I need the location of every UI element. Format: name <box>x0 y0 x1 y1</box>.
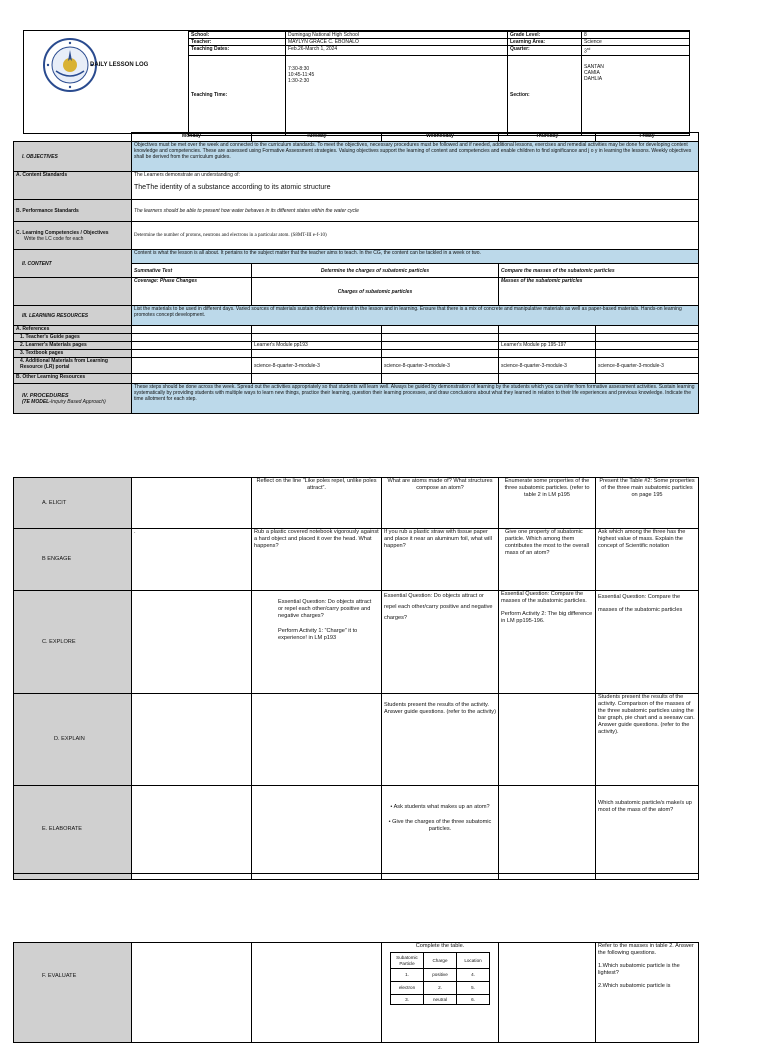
objectives-label: I. OBJECTIVES <box>14 142 132 172</box>
engage-wednesday: If you rub a plastic straw with tissue paper and place it near an aluminum foil, what will happen? <box>382 529 499 591</box>
time-slot-3: 1:30-2:30 <box>288 77 310 84</box>
explain-tuesday <box>252 694 382 786</box>
content-thu-fri-2: Masses of the subatomic particles <box>499 278 699 306</box>
content-standards-intro: The Learners demonstrate an understanding of: <box>134 172 240 178</box>
grade-value: 8 <box>582 32 690 39</box>
elicit-thursday: Enumerate some properties of the three subatomic particles. (refer to table 2 in LM p195 <box>499 478 596 529</box>
day-thursday: Thursday <box>499 133 596 142</box>
elaborate-tuesday <box>252 786 382 874</box>
content-text: Content is what the lesson is all about. It pertains to the subject matter that the teacher aims to teach. In the CG, the content can be tackled in a week or two. <box>132 250 699 264</box>
explore-thursday <box>499 591 596 694</box>
elaborate-thursday <box>499 786 596 874</box>
evaluate-friday-2: 1.Which subatomic particle is the lightest? <box>598 963 680 976</box>
table-cell: 4. <box>457 969 490 982</box>
school-label: School: <box>189 32 286 39</box>
lm-label: 2. Learner's Materials pages <box>14 342 132 350</box>
time-slot-1: 7:30-8:30 <box>288 65 310 72</box>
tb-label: 3. Textbook pages <box>14 350 132 358</box>
table-row <box>391 982 490 995</box>
explore-tuesday <box>252 591 382 694</box>
content-label: II. CONTENT <box>14 250 132 278</box>
explain-label: D. EXPLAIN <box>14 694 132 786</box>
procedures-sublabel <box>22 399 129 405</box>
elaborate-friday: Which subatomic particle/s make/s up most of the mass of the atom? <box>596 786 699 874</box>
procedures-approach: Inquiry Based Approach) <box>50 398 106 405</box>
day-tuesday: Tuesday <box>252 133 382 142</box>
table-cell: 6. <box>457 995 490 1005</box>
elicit-wednesday: What are atoms made of? What structures compose an atom? <box>382 478 499 529</box>
evaluate-label: F. EVALUATE <box>14 943 132 1043</box>
quarter-value: 3rd <box>582 46 690 56</box>
engage-friday: Ask which among the three has the highest value of mass. Explain the concept of Scientific notation <box>596 529 699 591</box>
competencies-sublabel: Write the LC code for each <box>24 235 84 242</box>
elaborate-wednesday <box>382 786 499 874</box>
lr-wednesday: science-8-quarter-3-module-3 <box>382 358 499 374</box>
explain-monday <box>132 694 252 786</box>
table-row <box>391 995 490 1005</box>
evaluate-wednesday <box>382 943 499 1043</box>
dates-label: Teaching Dates: <box>189 46 286 56</box>
content-monday-2: Coverage: Phase Changes <box>132 278 252 306</box>
objectives-text: Objectives must be met over the week and connected to the curriculum standards. To meet the objectives, necessary procedures must be followed and if needed, additional lessons, exercises and remedial activities may be done for developing content knowledge and competencies. These are assessed using Formative Assessment strategies. Valuing objectives support the learning of content and competencies and enable children to find significance and j o y in learning the lessons. Weekly objectives shall be derived from the curriculum guides. <box>132 142 699 172</box>
lm-tuesday: Learner's Module pp193 <box>252 342 382 350</box>
subatomic-header-particle: Subatomic Particle <box>391 953 424 969</box>
procedure-steps-table <box>13 477 699 880</box>
engage-tuesday: Rub a plastic covered notebook vigorously against a hard object and placed it over the head. What happens? <box>252 529 382 591</box>
quarter-suffix: rd <box>586 46 591 51</box>
teacher-label: Teacher: <box>189 39 286 46</box>
procedures-model: (7E MODEL- <box>22 398 51 405</box>
procedures-label: IV. PROCEDURES <box>22 392 69 399</box>
engage-label: B ENGAGE <box>14 529 132 591</box>
content-standards-text: TheThe identity of a substance according to its atomic structure <box>134 184 331 191</box>
explore-wednesday: Essential Question: Do objects attract or repel each other/carry positive and negative charges? <box>382 591 499 694</box>
teacher-value: MAYLYN GRACE C. EBONALO <box>286 39 508 46</box>
lr-friday: science-8-quarter-3-module-3 <box>596 358 699 374</box>
table-row <box>391 969 490 982</box>
table-cell: 5. <box>457 982 490 995</box>
other-resources-label: B. Other Learning Resources <box>14 374 132 384</box>
time-label: Teaching Time: <box>189 55 286 135</box>
tg-label: 1. Teacher's Guide pages <box>14 334 132 342</box>
explore-tuesday-activity: Perform Activity 1: “Charge” it to experience! in LM p193 <box>278 628 358 641</box>
area-value: Science <box>582 39 690 46</box>
day-monday: Monday <box>132 133 252 142</box>
elaborate-label: E. ELABORATE <box>14 786 132 874</box>
area-label: Learning Area: <box>508 39 582 46</box>
content-standards-label: A. Content Standards <box>14 172 132 200</box>
subatomic-header-charge: Charge <box>424 953 457 969</box>
explore-label: C. EXPLORE <box>14 591 132 694</box>
elaborate-wednesday-1: • Ask students what makes up an atom? <box>390 804 490 810</box>
explain-thursday <box>499 694 596 786</box>
day-wednesday: Wednesday <box>382 133 499 142</box>
content-thu-fri-1: Compare the masses of the subatomic particles <box>499 264 699 278</box>
evaluate-friday-3: 2.Which subatomic particle is <box>598 983 671 989</box>
section-value <box>582 55 690 135</box>
header-info-table <box>188 31 690 136</box>
explore-thursday-question: Essential Question: Compare the masses of the subatomic particles. <box>501 591 587 604</box>
competencies-text: Determine the number of protons, neutrons and electrons in a particular atom. (S8MT-III e-f-10) <box>132 222 699 250</box>
evaluate-monday <box>132 943 252 1043</box>
table-cell: 3. <box>391 995 424 1005</box>
elaborate-wednesday-2: • Give the charges of the three subatomic particles. <box>388 819 492 832</box>
lr-tuesday: science-8-quarter-3-module-3 <box>252 358 382 374</box>
procedures-label-cell <box>14 384 132 414</box>
dates-value: Feb.26-March 1, 2024 <box>286 46 508 56</box>
subatomic-table <box>390 952 490 1005</box>
references-label: A. References <box>14 326 132 334</box>
lesson-log-table <box>13 132 699 414</box>
table-cell: neutral <box>424 995 457 1005</box>
time-slot-2: 10:45-11:45 <box>288 71 315 78</box>
day-friday: Friday <box>596 133 699 142</box>
table-cell: 2. <box>424 982 457 995</box>
table-cell: 1. <box>391 969 424 982</box>
engage-thursday: Give one property of subatomic particle. Which among them contributes the most to the overall mass of an atom? <box>499 529 596 591</box>
section-label: Section: <box>508 55 582 135</box>
quarter-label: Quarter: <box>508 46 582 56</box>
explain-friday: Students present the results of the activity. Comparison of the masses of the three subatomic particles using the bar graph, pie chart and a seesaw can. Answer guide questions. (refer to the activity). <box>596 694 699 786</box>
resources-text: List the materials to be used in different days. Varied sources of materials sustain children's interest in the lesson and in learning. Ensure that there is a mix of concrete and manipulative materials as well as paper-based materials. Hands-on learning promotes concept development. <box>132 306 699 326</box>
evaluate-wednesday-title: Complete the table. <box>415 943 465 949</box>
section-2: CAMIA <box>584 69 600 76</box>
performance-standards-label: B. Performance Standards <box>14 200 132 222</box>
days-corner <box>14 133 132 142</box>
evaluate-tuesday <box>252 943 382 1043</box>
explain-wednesday: Students present the results of the activity. Answer guide questions. (refer to the activity) <box>382 694 499 786</box>
elaborate-monday <box>132 786 252 874</box>
lm-thursday: Learner's Module pp 195-197 <box>499 342 596 350</box>
page-title: DAILY LESSON LOG <box>90 62 149 68</box>
procedures-text: These steps should be done across the week. Spread out the activities appropriately so that students will learn well. Always be guided by demonstration of learning by the students which you can infer from formative assessment activities. Sustain learning systematically by providing students with multiple ways to learn new things, practice their learning, question their learning processes, and draw conclusions about what they learned in relation to their life experiences and previous knowledge. Indicate the time allotment for each step. <box>132 384 699 414</box>
elicit-tuesday: Reflect on the line “Like poles repel, unlike poles attract”. <box>252 478 382 529</box>
section-1: SANTAN <box>584 63 604 70</box>
performance-standards-text: The learners should be able to present how water behaves in its different states within the water cycle <box>132 200 699 222</box>
content-gray-spacer <box>14 278 132 306</box>
time-value <box>286 55 508 135</box>
evaluate-thursday <box>499 943 596 1043</box>
lr-thursday: science-8-quarter-3-module-3 <box>499 358 596 374</box>
explore-tuesday-question: Essential Question: Do objects attract or repel each other/carry positive and negative charges? <box>278 599 372 619</box>
content-tue-wed-2: Charges of subatomic particles <box>252 278 499 306</box>
resources-label: III. LEARNING RESOURCES <box>14 306 132 326</box>
elicit-friday: Present the Table #2: Some properties of the three main subatomic particles on page 195 <box>596 478 699 529</box>
content-tue-wed-1: Determine the charges of subatomic particles <box>252 264 499 278</box>
content-monday-1: Summative Test <box>132 264 252 278</box>
explore-monday <box>132 591 252 694</box>
lr-label: 4. Additional Materials from Learning Resource (LR) portal <box>14 358 132 374</box>
engage-monday: . <box>132 529 252 591</box>
section-3: DAHLIA <box>584 75 603 82</box>
explore-thursday-activity: Perform Activity 2: The big difference in LM pp195-196. <box>501 611 593 624</box>
elicit-label: A. ELICIT <box>14 478 132 529</box>
header-block <box>23 30 690 134</box>
evaluate-friday <box>596 943 699 1043</box>
school-value: Dumingag National High School <box>286 32 508 39</box>
evaluate-table <box>13 942 699 1043</box>
elicit-monday <box>132 478 252 529</box>
explore-friday: Essential Question: Compare the masses of the subatomic particles <box>596 591 699 694</box>
grade-label: Grade Level: <box>508 32 582 39</box>
content-standards-cell <box>132 172 699 200</box>
competencies-label-cell <box>14 222 132 250</box>
table-cell: positive <box>424 969 457 982</box>
table-cell: electron <box>391 982 424 995</box>
evaluate-friday-1: Refer to the masses in table 2. Answer the following questions. <box>598 943 694 956</box>
subatomic-header-location: Location <box>457 953 490 969</box>
competencies-label: C. Learning Competencies / Objectives <box>16 229 109 236</box>
